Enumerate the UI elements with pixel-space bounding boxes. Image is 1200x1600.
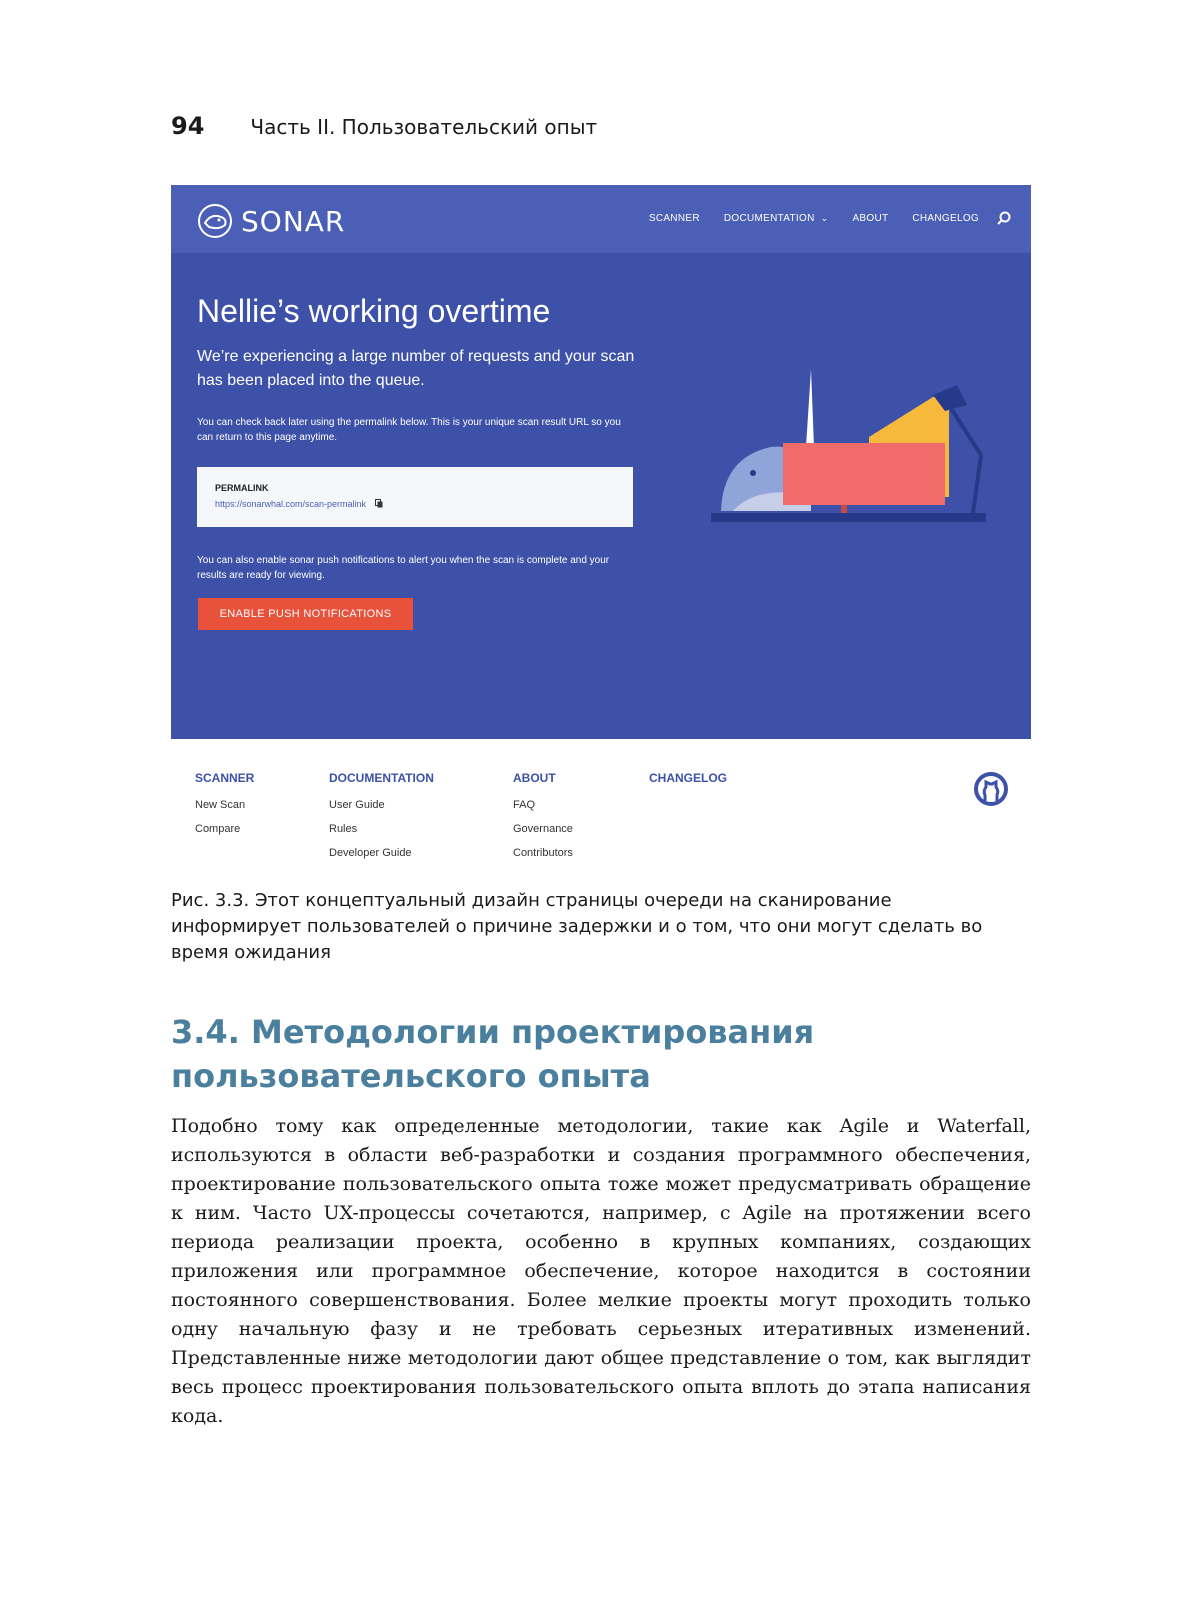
nav-scanner[interactable]: SCANNER bbox=[648, 212, 700, 224]
permalink-row bbox=[215, 499, 383, 509]
enable-push-notifications-button[interactable]: ENABLE PUSH NOTIFICATIONS bbox=[198, 598, 413, 630]
footer-col-about bbox=[513, 771, 573, 865]
site-header bbox=[171, 185, 1031, 253]
footer-link[interactable]: Contributors bbox=[513, 847, 573, 859]
page-number: 94 bbox=[171, 112, 205, 140]
hero-subtitle: We’re experiencing a large number of requests and your scan has been placed into the queue. bbox=[197, 348, 635, 389]
footer-link[interactable]: New Scan bbox=[195, 799, 246, 811]
footer-col-documentation bbox=[329, 771, 434, 865]
part-title: Часть II. Пользовательский опыт bbox=[250, 115, 598, 139]
nav-documentation[interactable]: DOCUMENTATION bbox=[723, 212, 815, 224]
brand-name: SONAR bbox=[241, 204, 346, 238]
permalink-panel bbox=[197, 467, 633, 527]
footer-link[interactable]: Governance bbox=[513, 823, 573, 835]
running-head bbox=[171, 112, 597, 146]
footer-link[interactable]: User Guide bbox=[329, 799, 385, 811]
footer-heading-documentation[interactable]: DOCUMENTATION bbox=[329, 771, 434, 785]
brand[interactable] bbox=[197, 203, 345, 239]
body-paragraph: Подобно тому как определенные методологии, такие как Agile и Waterfall, используются в области веб-разработки и создания программного обеспечения, проектирование пользовательского опыта тоже может предусматривать обращение к ним. Часто UX-процессы сочетаются, например, с Agile на протяжении всего периода реализации проекта, особенно в крупных компаниях, создающих приложения или программное обеспечение, которое находится в состоянии постоянного совершенствования. Более мелкие проекты могут проходить только одну начальную фазу и не требовать серьезных итеративных изменений. Представленные ниже методологии дают общее представление о том, как выглядит весь процесс проектирования пользовательского опыта вплоть до этапа написания кода. bbox=[171, 1115, 1031, 1427]
search-icon[interactable] bbox=[997, 211, 1011, 225]
figure-screenshot bbox=[171, 185, 1031, 859]
copy-icon[interactable] bbox=[375, 499, 383, 508]
footer-link[interactable]: FAQ bbox=[513, 799, 536, 811]
footer-col-changelog bbox=[649, 771, 727, 793]
permalink-url[interactable]: https://sonarwhal.com/scan-permalink bbox=[215, 499, 367, 509]
hero-note: You can check back later using the permalink below. This is your unique scan result URL so you can return to this page anytime. bbox=[197, 417, 621, 443]
sonar-queue-page bbox=[171, 185, 1031, 739]
footer-link[interactable]: Compare bbox=[195, 823, 241, 835]
github-icon[interactable] bbox=[973, 771, 1009, 807]
top-nav bbox=[625, 211, 1011, 225]
hero-title: Nellie’s working overtime bbox=[197, 293, 551, 329]
footer-col-scanner bbox=[195, 771, 254, 841]
sonar-whale-logo-icon bbox=[197, 203, 233, 239]
footer-link[interactable]: Rules bbox=[329, 823, 358, 835]
footer-heading-about[interactable]: ABOUT bbox=[513, 771, 556, 785]
footer-link[interactable]: Developer Guide bbox=[329, 847, 412, 859]
whale-desk-illustration bbox=[711, 345, 1011, 525]
site-footer bbox=[171, 739, 1031, 859]
chevron-down-icon: ⌄ bbox=[820, 212, 829, 223]
permalink-label: PERMALINK bbox=[215, 483, 269, 493]
footer-heading-scanner[interactable]: SCANNER bbox=[195, 771, 255, 785]
nav-about[interactable]: ABOUT bbox=[852, 212, 889, 224]
footer-heading-changelog[interactable]: CHANGELOG bbox=[649, 771, 727, 785]
figure-caption: Рис. 3.3. Этот концептуальный дизайн страницы очереди на сканирование информирует пользователей о причине задержки и о том, что они могут сделать во время ожидания bbox=[171, 890, 983, 963]
nav-changelog[interactable]: CHANGELOG bbox=[912, 212, 979, 224]
push-note: You can also enable sonar push notifications to alert you when the scan is complete and your results are ready for viewing. bbox=[197, 555, 610, 581]
section-title: 3.4. Методологии проектирования пользовательского опыта bbox=[171, 1013, 815, 1095]
